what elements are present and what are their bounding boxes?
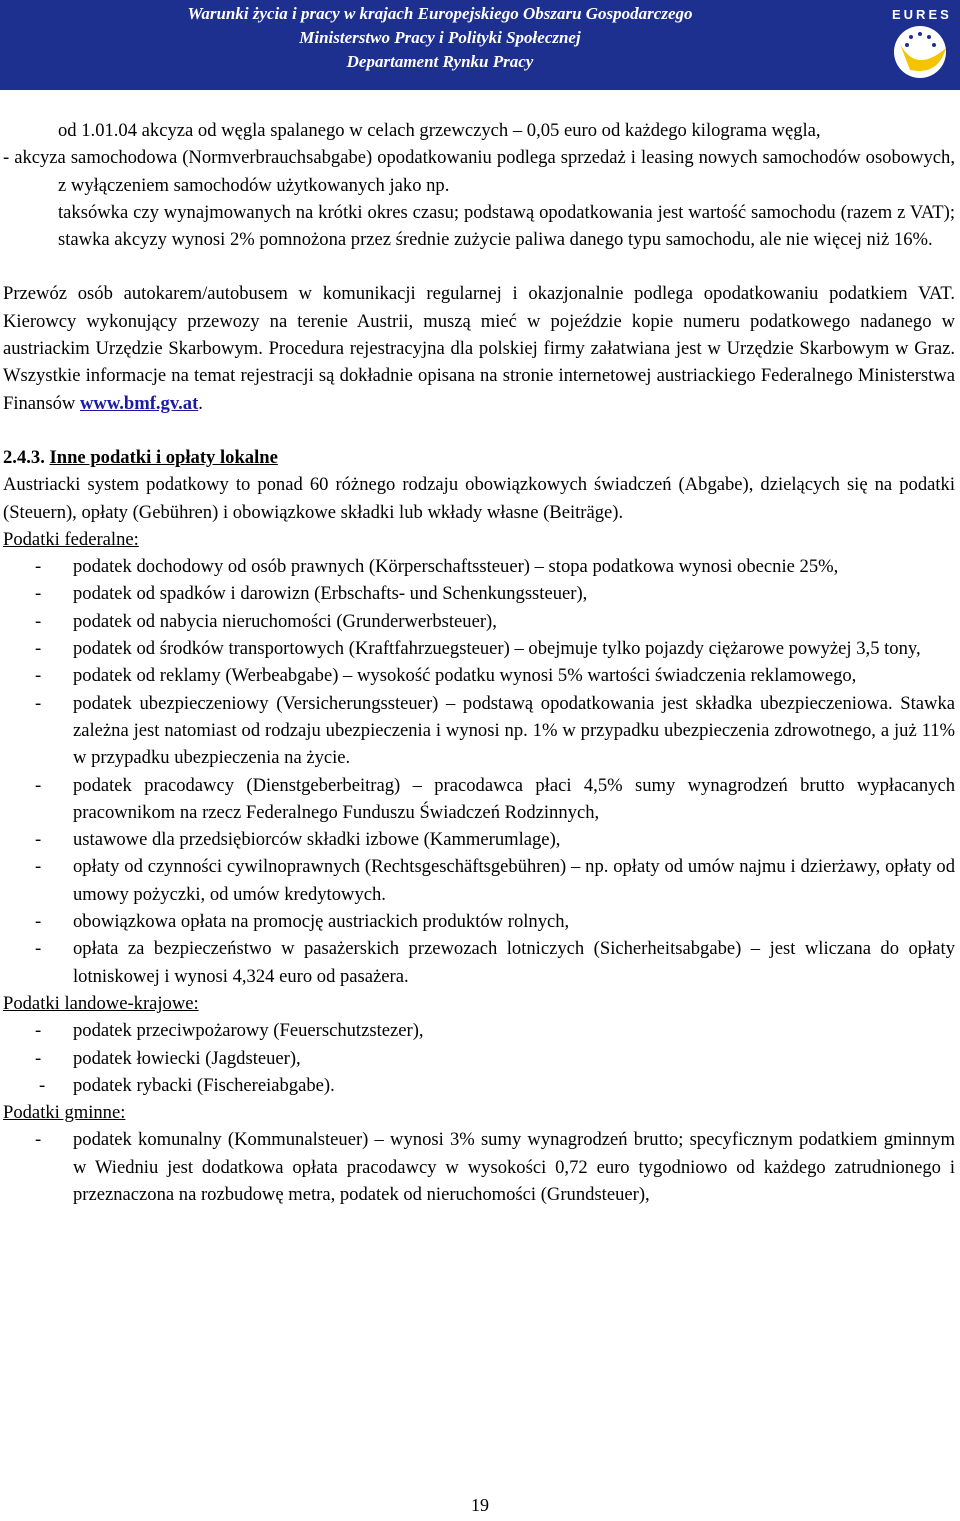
land-taxes-title: Podatki landowe-krajowe: (3, 992, 199, 1014)
federal-taxes-title: Podatki federalne: (3, 528, 139, 550)
header-text (0, 2, 960, 74)
list-item: - opłata za bezpieczeństwo w pasażerskich przewozach lotniczych (Sicherheitsabgabe) – jest wliczana do opłaty lotniskowej i wynosi 4,324 euro od pasażera. (35, 938, 955, 987)
document-header (0, 0, 960, 90)
municipal-taxes-list (3, 1126, 955, 1208)
list-item: - podatek od środków transportowych (Kraftfahrzuegsteuer) – obejmuje tylko pojazdy ciężarowe powyżej 3,5 tony, (35, 638, 921, 660)
list-item: - podatek od reklamy (Werbeabgabe) – wysokość podatku wynosi 5% wartości świadczenia reklamowego, (35, 665, 857, 687)
section-title: Inne podatki i opłaty lokalne (49, 446, 278, 468)
bus-transport-text: Przewóz osób autokarem/autobusem w komunikacji regularnej i okazjonalnie podlega opodatkowaniu podatkiem VAT. Kierowcy wykonujący przewozy na terenie Austrii, muszą mieć w pojeździe kopie numeru podatkowego nadanego w austriackim Urzędzie Skarbowym. Procedura rejestracyjna dla polskiej firmy załatwiana jest w Urzędzie Skarbowym w Graz. Wszystkie informacje na temat rejestracji są dokładnie opisana na stronie internetowej austriackiego Federalnego Ministerstwa Finansów (3, 283, 955, 414)
list-item: - opłaty od czynności cywilnoprawnych (Rechtsgeschäftsgebühren) – np. opłaty od umów najmu i dzierżawy, opłaty od umowy pożyczki, od umów kredytowych. (35, 856, 955, 905)
eures-logo-text: EURES (892, 7, 952, 22)
list-item: - podatek rybacki (Fischereiabgabe). (39, 1074, 335, 1096)
list-item: - podatek dochodowy od osób prawnych (Körperschaftssteuer) – stopa podatkowa wynosi obecnie 25%, (35, 556, 839, 578)
bus-transport-end: . (198, 392, 203, 414)
excise-car-text: - akcyza samochodowa (Normverbrauchsabgabe) opodatkowaniu podlega sprzedaż i leasing nowych samochodów osobowych, z wyłączeniem samochodów użytkowanych jako np. (3, 147, 955, 196)
header-line-2: Ministerstwo Pracy i Polityki Społecznej (299, 28, 581, 47)
list-item: - podatek komunalny (Kommunalsteuer) – wynosi 3% sumy wynagrodzeń brutto; specyficznym podatkiem gminnym w Wiedniu jest dodatkowa opłata pracodawcy w wysokości 0,72 euro tygodniowo od każdego zatrudnionego i przeznaczona na rozbudowę metra, podatek od nieruchomości (Grundsteuer), (35, 1129, 955, 1205)
section-intro: Austriacki system podatkowy to ponad 60 różnego rodzaju obowiązkowych świadczeń (Abgabe), dzielących się na podatki (Steuern), opłaty (Gebühren) i obowiązkowe składki lub wkłady własne (Beiträge). (3, 474, 955, 523)
page-content (3, 117, 955, 1208)
list-item: - obowiązkowa opłata na promocję austriackich produktów rolnych, (35, 911, 570, 933)
page-number: 19 (471, 1495, 489, 1515)
federal-taxes-list (3, 553, 955, 990)
list-item: - podatek od nabycia nieruchomości (Grunderwerbsteuer), (35, 610, 497, 632)
eures-logo (886, 4, 954, 86)
list-item: - podatek od spadków i darowizn (Erbschafts- und Schenkungssteuer), (35, 583, 588, 605)
bus-transport-paragraph (3, 280, 955, 416)
header-line-3: Departament Rynku Pracy (346, 52, 534, 71)
excise-coal-paragraph: od 1.01.04 akcyza od węgla spalanego w celach grzewczych – 0,05 euro od każdego kilograma węgla, (58, 120, 821, 141)
list-item: - podatek pracodawcy (Dienstgeberbeitrag) – pracodawca płaci 4,5% sumy wynagrodzeń brutto wypłacanych pracownikom na rzecz Federalnego Funduszu Świadczeń Rodzinnych, (35, 774, 955, 823)
excise-car-continuation: taksówka czy wynajmowanych na krótki okres czasu; podstawą opodatkowania jest wartość samochodu (razem z VAT); stawka akcyzy wynosi 2% pomnożona przez średnie zużycie paliwa danego typu samochodu, ale nie więcej niż 16%. (58, 201, 955, 251)
list-item: - podatek ubezpieczeniowy (Versicherungssteuer) – podstawą opodatkowania jest składka ubezpieczeniowa. Stawka zależna jest natomiast od rodzaju ubezpieczenia i wynosi np. 1% w przypadku ubezpieczenia zdrowotnego, a już 11% w przypadku ubezpieczenia na życie. (35, 692, 955, 769)
excise-car-paragraph (3, 144, 955, 199)
section-heading (3, 444, 955, 471)
section-number: 2.4.3. (3, 446, 45, 468)
header-line-1: Warunki życia i pracy w krajach Europejskiego Obszaru Gospodarczego (187, 4, 693, 23)
list-item: - podatek przeciwpożarowy (Feuerschutzstezer), (35, 1020, 424, 1042)
list-item: - ustawowe dla przedsiębiorców składki izbowe (Kammerumlage), (35, 829, 561, 851)
land-taxes-list (3, 1017, 955, 1099)
municipal-taxes-title: Podatki gminne: (3, 1102, 126, 1124)
bmf-link[interactable]: www.bmf.gv.at (79, 392, 199, 414)
list-item: - podatek łowiecki (Jagdsteuer), (35, 1047, 301, 1069)
